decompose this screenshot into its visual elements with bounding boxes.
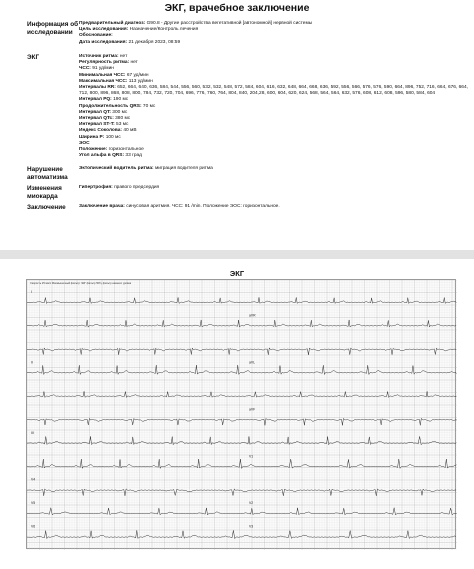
lead-label: V2 [249,501,254,506]
date-line [79,40,470,46]
ecg-page [0,259,474,569]
ekg-row-value: 40 мВ [123,128,137,134]
ekg-row-value: 91 уд/мин [92,66,114,72]
rr-value: 652, 664, 640, 636, 584, 544, 556, 560, 532, 532, 548, 572, 584, 604, 616, 632, 648, 664, 668, 636, 592, 556, 566, 576, 576, 590, 664, 896, 752, 716, 664, 676, 664, 712, 800, 896, 868, 808, 800, 784, 732, 720, 704, 696, 776, 760, 764, 804, 840, 204,28, 600, 604, 620, 624, 568, 564, 564, 632, 576, 608, 612, 608, 596, 580, 584, 604 [79,85,468,97]
conclusion-content [79,204,470,210]
ekg-content [79,54,470,159]
ekg-row-value: 100 мс [105,134,121,140]
ekg-row-label: Ширина P: [79,134,105,140]
automatism-line [79,166,470,172]
ekg-row-value: 113 уд/мин [128,78,153,84]
ecg-graph [27,280,457,550]
lead-label: V6 [31,524,36,529]
ekg-row-label: Интервал QT: [79,109,111,115]
ecg-page-title: ЭКГ [229,269,245,278]
conclusion-label: Заключение [27,204,66,211]
position-label: Положение: [79,147,108,153]
goal-value: Назначение/Контроль лечения [129,27,199,33]
ekg-row-value: 53 мс [116,122,129,128]
lead-label: V5 [31,501,36,506]
ekg-row-label: Максимальная ЧСС: [79,78,128,84]
angle-line [79,153,470,159]
myocardium-item-value: правого предсердия [114,185,160,190]
myocardium-content [79,185,470,191]
basis-label: Обоснование: [79,33,113,39]
lead-label: aVR [249,313,256,318]
automatism-item-label: Эктопический водитель ритма: [79,166,154,171]
ecg-trace [27,348,456,355]
page-gap [0,250,474,259]
ekg-row-label: Интервал ST-T: [79,122,115,128]
goal-label: Цель исследования: [79,27,129,33]
ekg-row-value: нет [130,60,138,66]
report-title: ЭКГ, врачебное заключение [164,2,310,14]
ekg-row-value: 300 мс [112,109,128,115]
ekg-row-value: 380 мс [115,116,131,122]
ecg-trace [27,320,456,327]
strip-header: Скорость 25 мм/с Миомышечный фильтр: ЭКГ фильтр 50Гц фильтр нижнего уровня [30,282,132,285]
diagnosis-label: Предварительный диагноз: [79,21,146,26]
angle-value: 33 град [125,153,142,159]
lead-label: II [31,360,33,365]
ecg-strip [26,279,456,549]
eos-label: ЭОС [79,140,90,146]
ekg-row-value: 67 уд/мин [126,72,149,78]
lead-label: V4 [31,477,36,482]
ekg-label: ЭКГ [27,54,40,61]
ecg-trace [27,365,457,374]
ekg-row-label: Минимальная ЧСС: [79,72,126,78]
ekg-row-label: Регулярность ритма: [79,60,130,66]
ecg-trace [27,418,457,425]
ekg-row-label: ЧСС: [79,66,91,72]
ekg-row-label: Интервал PQ: [79,97,112,103]
automatism-content [79,166,470,172]
myocardium-label: Изменения миокарда [27,185,62,200]
ekg-row-value: 70 мс [142,103,156,109]
lead-label: V3 [249,524,254,529]
info-content [79,21,470,46]
info-label: Информация об исследовании [27,21,79,36]
lead-label: III [31,430,34,435]
ecg-trace [27,530,456,538]
report-page [0,0,474,250]
date-value: 21 декабря 2023, 08:59 [128,39,181,45]
automatism-label: Нарушение автоматизма [27,166,68,181]
myocardium-item-label: Гипертрофия: [79,185,113,190]
ekg-row-value: нет [119,54,128,59]
ecg-grid [27,280,457,550]
lead-label: aVF [249,407,256,412]
date-label: Дата исследования: [79,39,128,45]
conclusion-line [79,204,470,210]
diagnosis-value: G90.8 - Другие расстройства вегетативной [автономной] нервной системы [146,21,313,26]
rr-intervals [79,85,470,97]
ekg-row-label: Интервал QTc: [79,116,114,122]
ekg-row-label: Источник ритма: [79,54,119,59]
ekg-row-value: 190 мс [113,97,129,103]
lead-label: V1 [249,454,254,459]
rr-label: Интервалы RR: [79,85,116,91]
conclusion-item-label: Заключение врача: [79,204,125,209]
automatism-item-value: миграция водителя ритма [154,166,213,171]
ekg-row-label: Индекс Соколова: [79,128,123,134]
ecg-trace [27,436,456,444]
ecg-trace [27,508,457,515]
angle-label: Угол альфа в QRS: [79,153,125,159]
lead-label: I [31,289,32,294]
ecg-trace [27,489,456,496]
conclusion-item-value: синусовая аритмия. ЧСС: 91 /min. Положение ЭОС: горизонтальное. [126,204,280,209]
position-value: горизонтальное [108,147,144,153]
ekg-row-label: Продолжительность QRS: [79,103,142,109]
lead-label: aVL [249,360,256,365]
myocardium-line [79,185,470,191]
